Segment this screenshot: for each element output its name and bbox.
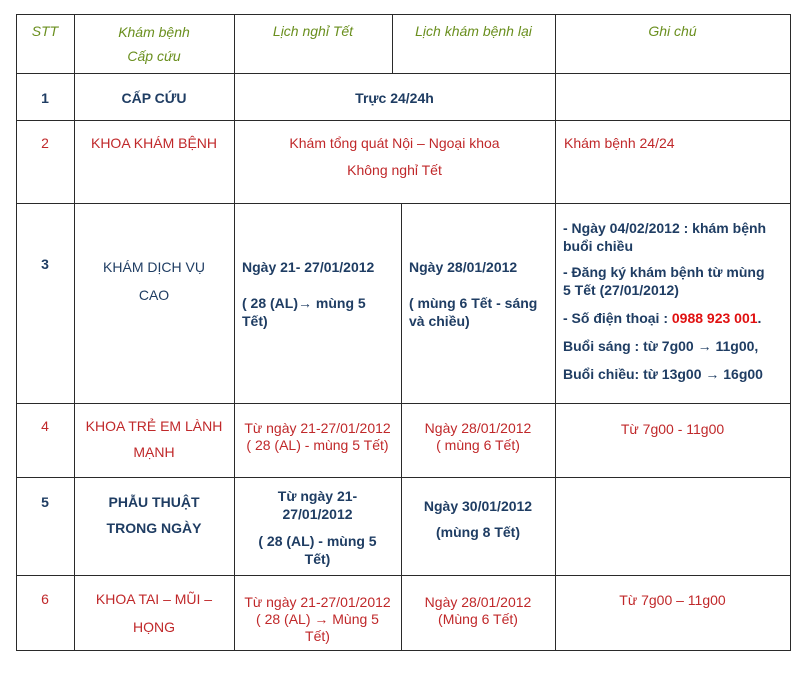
grid-line <box>16 650 791 651</box>
row4-holiday: Từ ngày 21-27/01/2012 ( 28 (AL) - mùng 5 Tết) <box>244 420 391 453</box>
row2-merged: Khám tổng quát Nội – Ngoại khoa Không nghỉ Tết <box>289 135 500 178</box>
row4-dept: KHOA TRẺ EM LÀNH MẠNH <box>85 418 223 460</box>
grid-line <box>16 477 791 478</box>
row2-dept: KHOA KHÁM BỆNH <box>90 135 218 151</box>
row1-merged: Trực 24/24h <box>355 90 434 106</box>
row3-dept: KHÁM DỊCH VỤ CAO <box>103 259 205 303</box>
row6-resume: Ngày 28/01/2012 (Mùng 6 Tết) <box>424 594 532 627</box>
row3-holiday: Ngày 21- 27/01/2012 ( 28 (AL)→ mùng 5 Tết) <box>242 259 375 329</box>
schedule-table <box>16 14 791 651</box>
row4-resume: Ngày 28/01/2012 ( mùng 6 Tết) <box>424 420 532 453</box>
header-ghi-chu: Ghi chú <box>648 23 697 39</box>
phone-number: 0988 923 001 <box>671 310 758 326</box>
row4-note: Từ 7g00 - 11g00 <box>620 421 725 437</box>
row2-stt: 2 <box>41 135 49 151</box>
row6-dept: KHOA TAI – MŨI – HỌNG <box>95 591 213 635</box>
grid-line <box>74 14 75 651</box>
grid-line <box>16 120 791 121</box>
grid-line <box>16 575 791 576</box>
grid-line <box>16 403 791 404</box>
header-kham-benh: Khám bệnh Cấp cứu <box>118 24 190 64</box>
row4-stt: 4 <box>41 418 49 434</box>
row6-note: Từ 7g00 – 11g00 <box>619 592 726 608</box>
row5-dept: PHẪU THUẬT TRONG NGÀY <box>106 494 202 536</box>
row3-stt: 3 <box>41 256 49 272</box>
grid-line <box>16 14 791 15</box>
grid-line <box>555 14 556 651</box>
row6-stt: 6 <box>41 591 49 607</box>
row3-notes: - Ngày 04/02/2012 : khám bệnh buổi chiều - Đăng ký khám bệnh từ mùng 5 Tết (27/01/2012) - Số điện thoại : 0988 923 001. Buổi sáng : từ 7g00 → 11g00, Buổi chiều: từ 13g00 → 16g00 <box>563 219 789 383</box>
header-stt: STT <box>31 23 59 39</box>
row5-resume: Ngày 30/01/2012 (mùng 8 Tết) <box>423 498 533 540</box>
grid-line <box>16 14 17 651</box>
row3-resume: Ngày 28/01/2012 ( mùng 6 Tết - sáng và chiều) <box>409 259 538 329</box>
row1-dept: CẤP CỨU <box>121 90 187 106</box>
header-lich-kham-lai: Lịch khám bệnh lại <box>415 23 532 39</box>
row5-holiday: Từ ngày 21- 27/01/2012 ( 28 (AL) - mùng 5 Tết) <box>258 488 377 567</box>
grid-line <box>16 203 791 204</box>
row5-stt: 5 <box>41 494 49 510</box>
row1-stt: 1 <box>41 90 49 106</box>
row6-holiday: Từ ngày 21-27/01/2012 ( 28 (AL) → Mùng 5 Tết) <box>244 594 391 644</box>
row2-note: Khám bệnh 24/24 <box>564 135 675 151</box>
grid-line <box>16 73 791 74</box>
row3-phone-line: - Số điện thoại : 0988 923 001. <box>563 310 762 326</box>
header-lich-nghi-tet: Lịch nghỉ Tết <box>272 23 354 39</box>
grid-line <box>790 14 791 651</box>
